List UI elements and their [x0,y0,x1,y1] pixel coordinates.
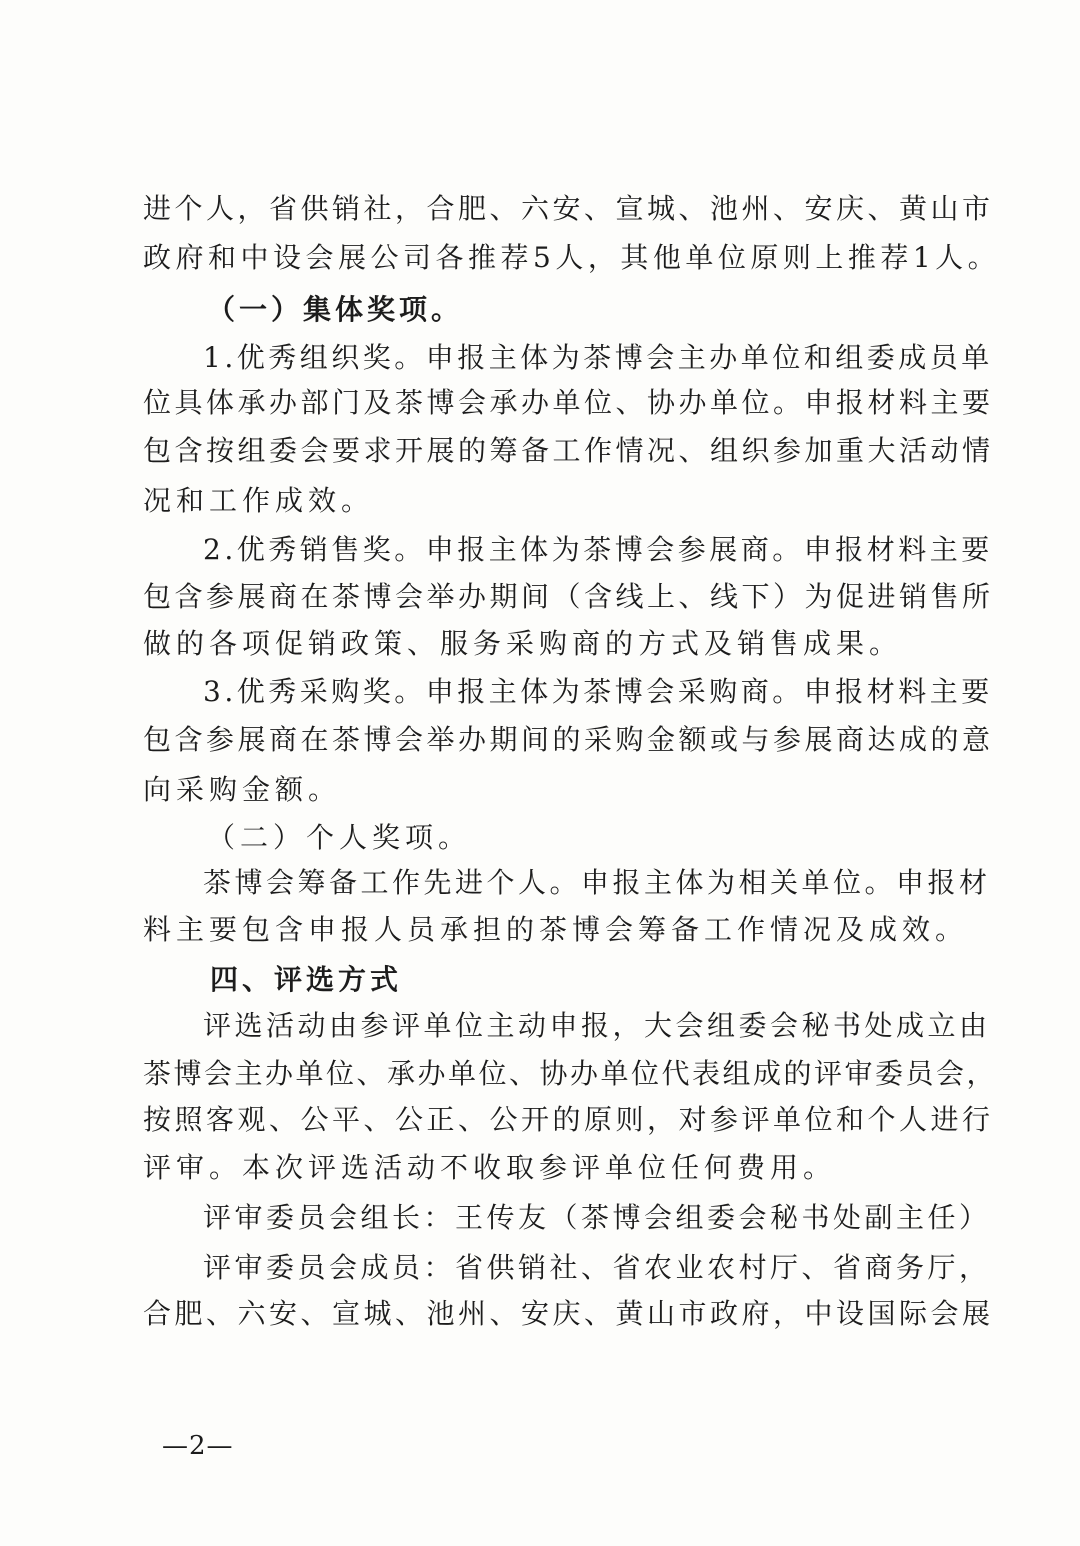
text-line-19: 茶博会主办单位、承办单位、协办单位代表组成的评审委员会， [143,1057,998,1090]
text-line-23: 评审委员会成员：省供销社、省农业农村厅、省商务厅， [203,1251,991,1284]
text-line-5: 位具体承办部门及茶博会承办单位、协办单位。申报材料主要 [143,386,994,419]
text-line-9: 包含参展商在茶博会举办期间（含线上、线下）为促进销售所 [143,580,994,613]
section-heading-selection-method: 四、评选方式 [210,963,403,996]
text-line-12: 包含参展商在茶博会举办期间的采购金额或与参展商达成的意 [143,723,994,756]
text-line-6: 包含按组委会要求开展的筹备工作情况、组织参加重大活动情 [143,434,994,467]
page-number: —2— [162,1431,234,1461]
text-line-16: 料主要包含申报人员承担的茶博会筹备工作情况及成效。 [143,913,969,946]
text-line-2: 政府和中设会展公司各推荐5人，其他单位原则上推荐1人。 [143,241,1001,274]
text-line-10: 做的各项促销政策、服务采购商的方式及销售成果。 [143,627,903,660]
text-line-22: 评审委员会组长：王传友（茶博会组委会秘书处副主任） [203,1201,991,1234]
text-line-13: 向采购金额。 [143,773,342,806]
text-line-1: 进个人，省供销社，合肥、六安、宣城、池州、安庆、黄山市 [143,192,994,225]
section-heading-collective-awards: （一）集体奖项。 [207,293,464,326]
text-line-15: 茶博会筹备工作先进个人。申报主体为相关单位。申报材 [203,866,991,899]
section-heading-individual-awards: （二）个人奖项。 [207,821,472,854]
text-line-4: 1.优秀组织奖。申报主体为茶博会主办单位和组委成员单 [203,341,993,374]
text-line-7: 况和工作成效。 [143,484,375,517]
text-line-11: 3.优秀采购奖。申报主体为茶博会采购商。申报材料主要 [203,675,993,708]
text-line-20: 按照客观、公平、公正、公开的原则，对参评单位和个人进行 [143,1103,994,1136]
text-line-18: 评选活动由参评单位主动申报，大会组委会秘书处成立由 [203,1009,991,1042]
text-line-24: 合肥、六安、宣城、池州、安庆、黄山市政府，中设国际会展 [143,1297,994,1330]
text-line-8: 2.优秀销售奖。申报主体为茶博会参展商。申报材料主要 [203,533,993,566]
text-line-21: 评审。本次评选活动不收取参评单位任何费用。 [143,1151,837,1184]
